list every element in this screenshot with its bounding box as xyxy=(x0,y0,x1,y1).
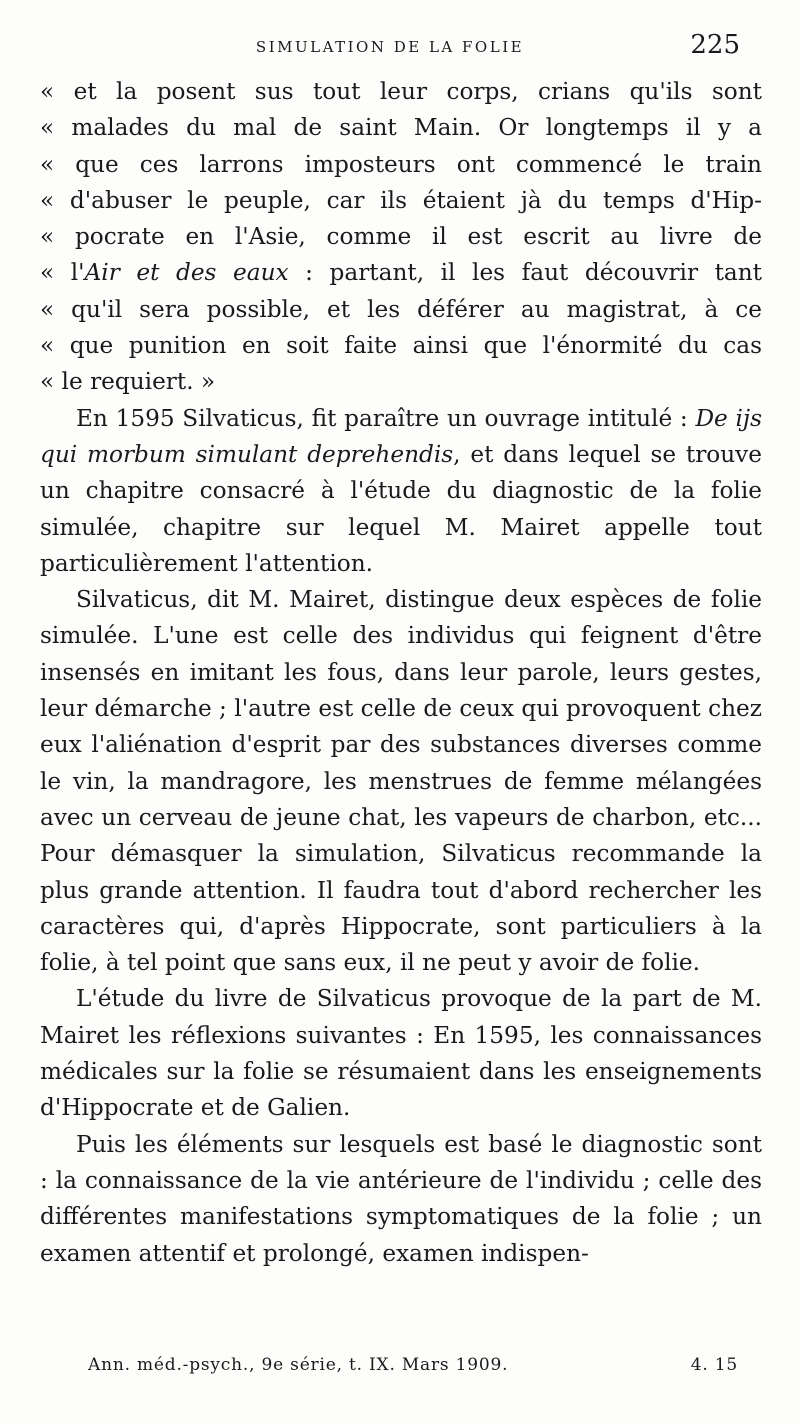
paragraph-diagnostic-elements: Puis les éléments sur lesquels est basé le diagnostic sont : la connaissance de la vie antérieure de l'individu ; celle des différentes manifestations symptomatiques de la folie ; un examen attentif et prolongé, examen indispen- xyxy=(40,1130,762,1267)
paragraph-silvaticus-work xyxy=(40,401,762,582)
quote-line: « d'abuser le peuple, car ils étaient jà du temps d'Hip- xyxy=(40,186,762,214)
quote-line: « que punition en soit faite ainsi que l'énormité du cas xyxy=(40,332,762,360)
quote-line: « que ces larrons imposteurs ont commencé le train xyxy=(40,150,762,178)
signature-mark: 4. 15 xyxy=(690,1355,738,1375)
quote-line: « le requiert. » xyxy=(40,368,216,396)
running-head xyxy=(40,30,740,66)
quote-line-with-title xyxy=(40,255,762,291)
page-footer xyxy=(88,1355,738,1375)
cited-work-title: Air et des eaux xyxy=(84,259,289,287)
text-body xyxy=(40,74,762,1272)
journal-citation: Ann. méd.-psych., 9e série, t. IX. Mars 1909. xyxy=(88,1355,509,1375)
quote-line: « malades du mal de saint Main. Or longtemps il y a xyxy=(40,114,762,142)
paragraph-text: , et dans lequel se trouve un chapitre consacré à l'étude du diagnostic de la folie simulée, chapitre sur lequel M. Mairet appelle tout particulièrement l'attention. xyxy=(40,440,763,577)
quote-line-prefix: « l' xyxy=(40,259,85,287)
quote-line: « pocrate en l'Asie, comme il est escrit au livre de xyxy=(40,223,762,251)
paragraph-text: En 1595 Silvaticus, fit paraître un ouvrage intitulé : xyxy=(76,404,688,432)
quote-line: « qu'il sera possible, et les déférer au magistrat, à ce xyxy=(40,295,762,323)
paragraph-mairet-reflections: L'étude du livre de Silvaticus provoque de la part de M. Mairet les réflexions suivantes : En 1595, les connaissances médicales sur la folie se résumaient dans les enseignements d'Hippocrate et de Galien. xyxy=(40,985,762,1122)
page-number: 225 xyxy=(690,30,740,60)
quote-line-rest: : partant, il les faut découvrir tant xyxy=(288,259,762,287)
quotation-block xyxy=(40,74,762,401)
paragraph-simulated-madness: Silvaticus, dit M. Mairet, distingue deux espèces de folie simulée. L'une est celle des individus qui feignent d'être insensés en imitant les fous, dans leur parole, leurs gestes, leur démarche ; l'autre est celle de ceux qui provoquent chez eux l'aliénation d'esprit par des substances diverses comme le vin, la mandragore, les menstrues de femme mélangées avec un cerveau de jeune chat, les vapeurs de charbon, etc... Pour démasquer la simulation, Silvaticus recommande la plus grande attention. Il faudra tout d'abord rechercher les caractères qui, d'après Hippocrate, sont particuliers à la folie, à tel point que sans eux, il ne peut y avoir de folie. xyxy=(40,586,762,977)
running-title: SIMULATION DE LA FOLIE xyxy=(255,38,525,56)
book-title: De ijs qui morbum simulant deprehendis xyxy=(40,404,763,468)
quote-line: « et la posent sus tout leur corps, crians qu'ils sont xyxy=(40,78,762,105)
